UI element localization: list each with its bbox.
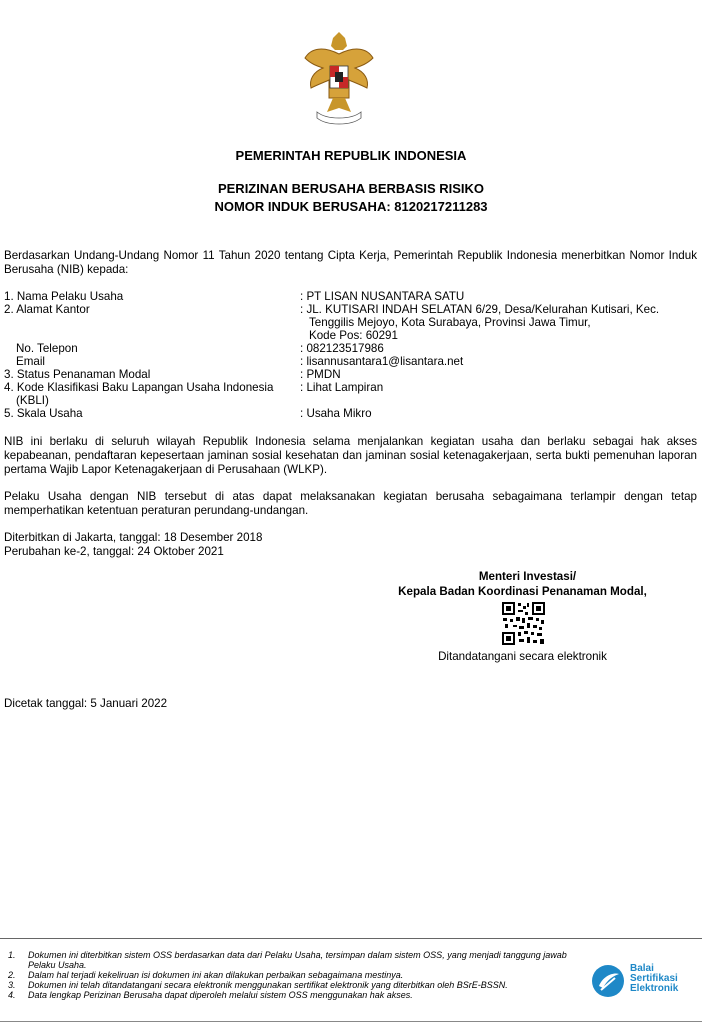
qr-code-icon [501, 601, 546, 646]
amended-date: Perubahan ke-2, tanggal: 24 Oktober 2021 [4, 545, 224, 558]
kbli-value: : Lihat Lampiran [300, 381, 384, 394]
footer-notes: 1. Dokumen ini diterbitkan sistem OSS berdasarkan data dari Pelaku Usaha, tersimpan dalam sistem OSS, yang menjadi tanggung jawab Pelaku Usaha. 2. Dalam hal terjadi kekeliruan isi dokumen ini akan dilakukan perbaikan sebagaimana mestinya. 3. Dokumen ini telah ditandatangani secara elektronik menggunakan sertifikat elektronik yang diterbitkan oleh BSrE-BSSN. 4. Data lengkap Perizinan Berusaha dapat diperoleh melalui sistem OSS menggunakan hak akses. [0, 938, 702, 1022]
phone-value: : 082123517986 [300, 342, 384, 355]
business-name-label: 1. Nama Pelaku Usaha [4, 290, 124, 303]
issued-date: Diterbitkan di Jakarta, tanggal: 18 Desember 2018 [4, 531, 263, 544]
business-name-value: : PT LISAN NUSANTARA SATU [300, 290, 465, 303]
nib-number: NOMOR INDUK BERUSAHA: 8120217211283 [214, 199, 488, 214]
address-line-3: Kode Pos: 60291 [309, 329, 398, 342]
kbli-label: 4. Kode Klasifikasi Baku Lapangan Usaha Indonesia [4, 381, 274, 394]
document-title: PERIZINAN BERUSAHA BERBASIS RISIKO [217, 181, 485, 196]
email-value: : lisannusantara1@lisantara.net [300, 355, 464, 368]
address-line-2: Tenggilis Mejoyo, Kota Surabaya, Provinsi Jawa Timur, [309, 316, 591, 329]
investment-status-value: : PMDN [300, 368, 341, 381]
investment-status-label: 3. Status Penanaman Modal [4, 368, 151, 381]
signatory-title: Menteri Investasi/ [478, 570, 577, 583]
bsre-logo-text: Balai Sertifikasi Elektronik [630, 963, 679, 994]
signatory-title-2: Kepala Badan Koordinasi Penanaman Modal, [398, 585, 647, 598]
kbli-label-cont: (KBLI) [16, 394, 49, 407]
business-scale-label: 5. Skala Usaha [4, 407, 83, 420]
address-line-1: : JL. KUTISARI INDAH SELATAN 6/29, Desa/Kelurahan Kutisari, Kec. [300, 303, 660, 316]
printed-date: Dicetak tanggal: 5 Januari 2022 [4, 697, 168, 710]
obligation-paragraph: Pelaku Usaha dengan NIB tersebut di atas dapat melaksanakan kegiatan berusaha sebagaimana terlampir dengan tetap memperhatikan ketentuan peraturan perundang-undangan. [4, 490, 697, 517]
electronic-signature-note: Ditandatangani secara elektronik [438, 650, 607, 663]
address-label: 2. Alamat Kantor [4, 303, 90, 316]
validity-paragraph: NIB ini berlaku di seluruh wilayah Republik Indonesia selama menjalankan kegiatan usaha dan berlaku sebagai hak akses kepabeanan, pendaftaran kepesertaan jaminan sosial kesehatan dan jaminan sosial ketenagakerjaan, serta bukti pemenuhan laporan pertama Wajib Lapor Ketenagakerjaan di Perusahaan (WLKP). [4, 435, 697, 476]
bsre-logo-icon [591, 964, 625, 998]
phone-label: No. Telepon [16, 342, 78, 355]
government-heading: PEMERINTAH REPUBLIK INDONESIA [235, 148, 467, 163]
intro-paragraph: Berdasarkan Undang-Undang Nomor 11 Tahun 2020 tentang Cipta Kerja, Pemerintah Republik Indonesia menerbitkan Nomor Induk Berusaha (NIB) kepada: [4, 249, 697, 276]
garuda-emblem-icon [303, 28, 375, 130]
business-scale-value: : Usaha Mikro [300, 407, 372, 420]
email-label: Email [16, 355, 45, 368]
